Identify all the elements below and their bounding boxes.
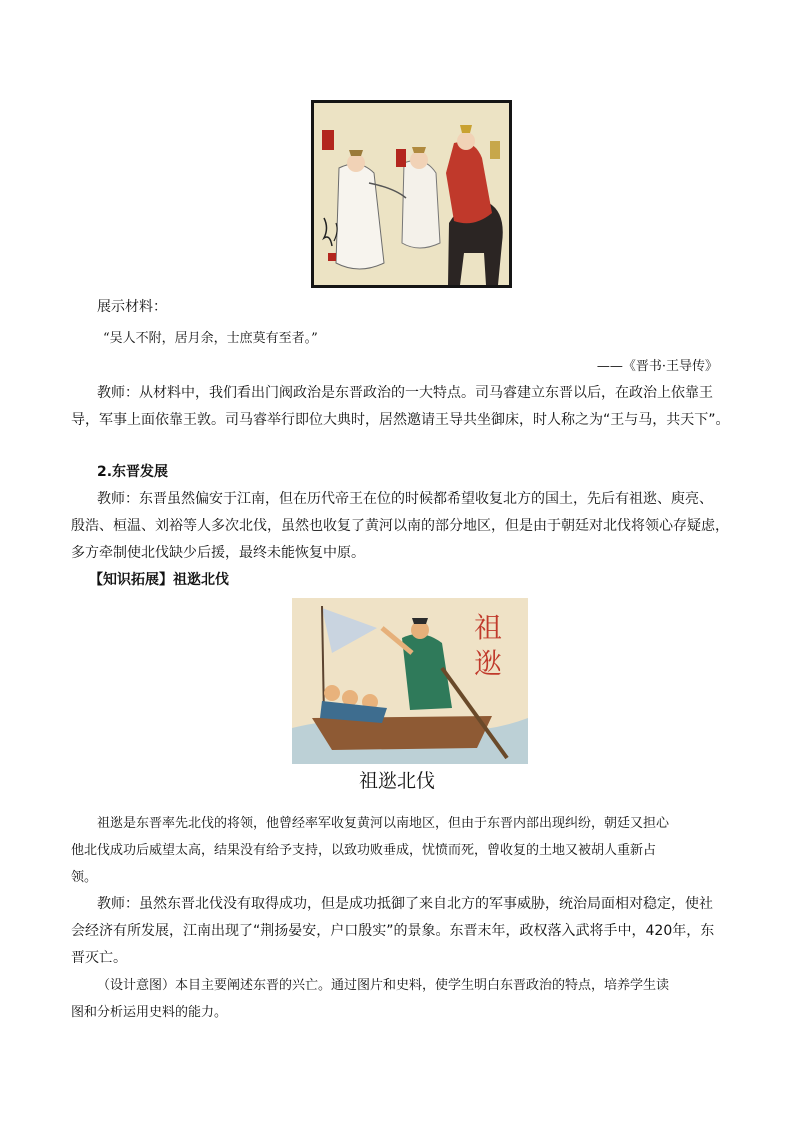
note-line: 祖逖是东晋率先北伐的将领，他曾经率军收复黄河以南地区，但由于东晋内部出现纠纷，朝廷又担心	[97, 816, 670, 831]
quote: “吴人不附，居月余，士庶莫有至者。”	[103, 331, 318, 346]
material-label: 展示材料：	[97, 299, 167, 315]
design-intent-line: 图和分析运用史料的能力。	[71, 1005, 228, 1020]
painting-wang-and-ma	[311, 100, 512, 288]
paragraph-line: 导，军事上面依靠王敦。司马睿举行即位大典时，居然邀请王导共坐御床，时人称之为“王与马，共天下”。	[71, 412, 730, 428]
paragraph-line: 教师：东晋虽然偏安于江南，但在历代帝王在位的时候都希望收复北方的国土，先后有祖逖、庾亮、	[97, 491, 713, 507]
paragraph-line: 多方牵制使北伐缺少后援，最终未能恢复中原。	[71, 545, 365, 561]
painted-title: 祖逖	[473, 611, 502, 680]
paragraph-line: 教师：虽然东晋北伐没有取得成功，但是成功抵御了来自北方的军事威胁，统治局面相对稳定，使社	[97, 896, 713, 912]
design-intent-line: （设计意图）本目主要阐述东晋的兴亡。通过图片和史料，使学生明白东晋政治的特点，培养学生读	[97, 978, 670, 993]
note-line: 领。	[71, 870, 98, 885]
paragraph-line: 殷浩、桓温、刘裕等人多次北伐，虽然也收复了黄河以南的部分地区，但是由于朝廷对北伐将领心存疑虑，	[71, 518, 729, 534]
figure-caption: 祖逖北伐	[358, 771, 435, 792]
paragraph-line: 晋灭亡。	[71, 950, 127, 966]
section-heading: 2.东晋发展	[97, 464, 169, 480]
knowledge-extension-heading: 【知识拓展】祖逖北伐	[89, 572, 229, 588]
quote-source: ——《晋书·王导传》	[596, 359, 718, 374]
note-line: 他北伐成功后威望太高，结果没有给予支持，以致功败垂成，忧愤而死，曾收复的土地又被胡人重新占	[71, 843, 657, 858]
painting-zu-ti	[292, 598, 528, 764]
paragraph-line: 会经济有所发展，江南出现了“荆扬晏安，户口殷实”的景象。东晋末年，政权落入武将手中，420年，东	[71, 923, 715, 939]
paragraph-line: 教师：从材料中，我们看出门阀政治是东晋政治的一大特点。司马睿建立东晋以后，在政治上依靠王	[97, 385, 713, 401]
